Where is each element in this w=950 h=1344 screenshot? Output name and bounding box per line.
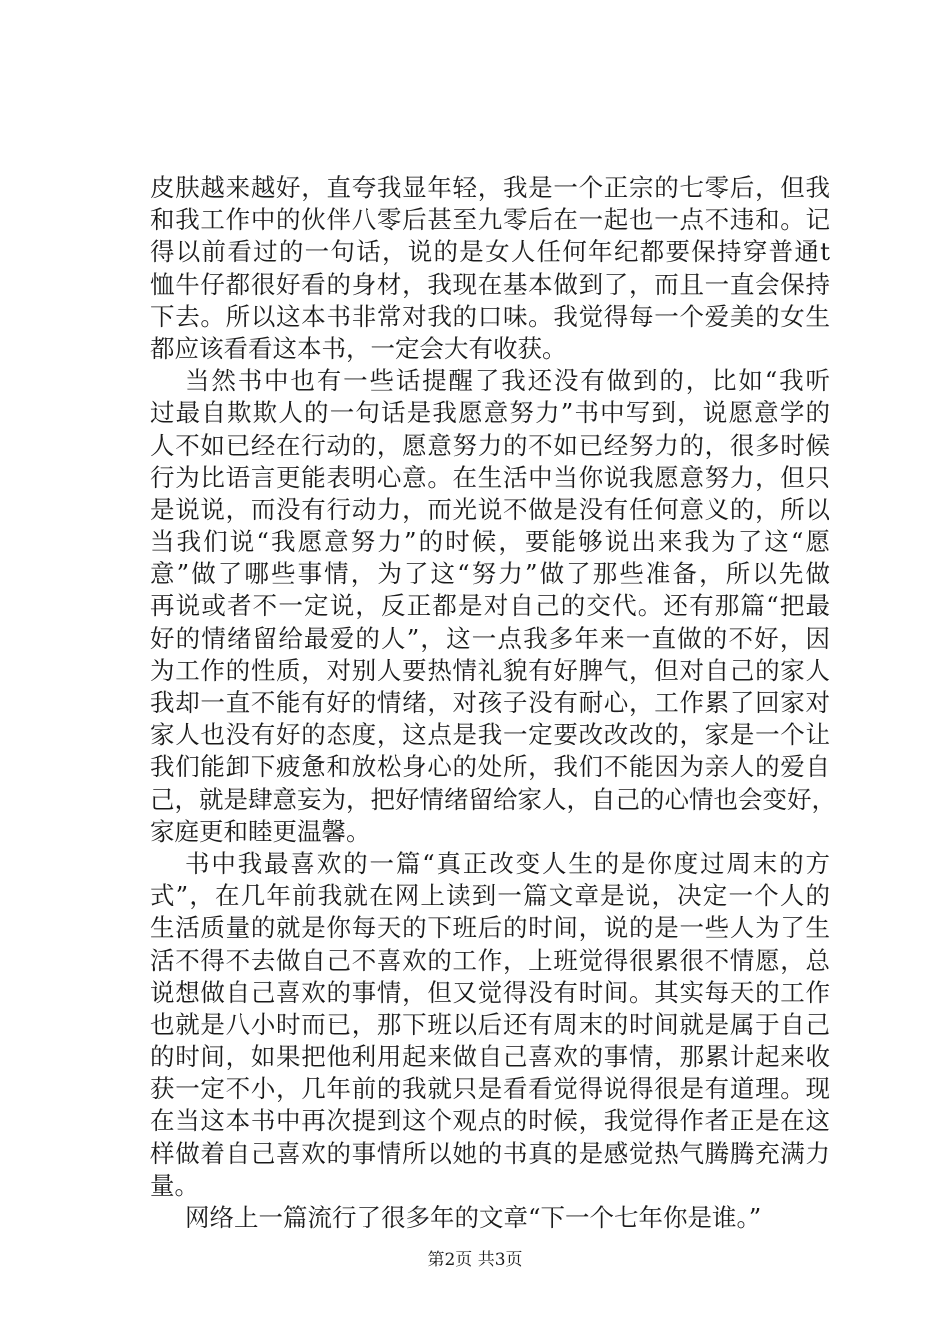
text-line: 量。 bbox=[150, 1170, 199, 1200]
text-line: 活不得不去做自己不喜欢的工作，上班觉得很累很不情愿，总 bbox=[150, 945, 830, 975]
text-line: 式”，在几年前我就在网上读到一篇文章是说，决定一个人的 bbox=[150, 881, 830, 911]
paragraph bbox=[150, 365, 836, 848]
text-line: 的时间，如果把他利用起来做自己喜欢的事情，那累计起来收 bbox=[150, 1042, 830, 1072]
document-body bbox=[150, 172, 836, 1234]
text-line: 家人也没有好的态度，这点是我一定要改改改的，家是一个让 bbox=[150, 720, 830, 750]
text-line: 是说说，而没有行动力，而光说不做是没有任何意义的，所以 bbox=[150, 494, 830, 524]
text-line: 样做着自己喜欢的事情所以她的书真的是感觉热气腾腾充满力 bbox=[150, 1138, 830, 1168]
text-line: 都应该看看这本书，一定会大有收获。 bbox=[150, 333, 567, 363]
text-line: 当然书中也有一些话提醒了我还没有做到的，比如“我听 bbox=[185, 366, 830, 396]
text-line: 为工作的性质，对别人要热情礼貌有好脾气，但对自己的家人 bbox=[150, 655, 830, 685]
text-line: 皮肤越来越好，直夸我显年轻，我是一个正宗的七零后，但我 bbox=[150, 173, 830, 202]
text-line: 说想做自己喜欢的事情，但又觉得没有时间。其实每天的工作 bbox=[150, 977, 830, 1007]
text-line: 在当这本书中再次提到这个观点的时候，我觉得作者正是在这 bbox=[150, 1106, 830, 1136]
text-line: 网络上一篇流行了很多年的文章“下一个七年你是谁。” bbox=[185, 1203, 762, 1232]
text-line: 和我工作中的伙伴八零后甚至九零后在一起也一点不违和。记 bbox=[150, 205, 830, 235]
text-line: 下去。所以这本书非常对我的口味。我觉得每一个爱美的女生 bbox=[150, 301, 830, 331]
text-line: 己，就是肆意妄为，把好情绪留给家人，自己的心情也会变好， bbox=[150, 784, 836, 814]
text-line: 生活质量的就是你每天的下班后的时间，说的是一些人为了生 bbox=[150, 913, 830, 943]
text-line: 人不如已经在行动的，愿意努力的不如已经努力的，很多时候 bbox=[150, 430, 830, 460]
paragraph bbox=[150, 1202, 830, 1234]
text-line: 行为比语言更能表明心意。在生活中当你说我愿意努力，但只 bbox=[150, 462, 830, 492]
text-line: 过最自欺欺人的一句话是我愿意努力”书中写到，说愿意学的 bbox=[150, 398, 830, 428]
text-line: 当我们说“我愿意努力”的时候，要能够说出来我为了这“愿 bbox=[150, 527, 830, 557]
text-line: 我却一直不能有好的情绪，对孩子没有耐心，工作累了回家对 bbox=[150, 688, 830, 717]
text-line: 我们能卸下疲惫和放松身心的处所，我们不能因为亲人的爱自 bbox=[150, 752, 830, 782]
paragraph bbox=[150, 848, 830, 1202]
text-line: 意”做了哪些事情，为了这“努力”做了那些准备，所以先做 bbox=[150, 559, 830, 589]
text-line: 再说或者不一定说，反正都是对自己的交代。还有那篇“把最 bbox=[150, 591, 830, 621]
text-line: 书中我最喜欢的一篇“真正改变人生的是你度过周末的方 bbox=[185, 848, 830, 878]
text-line: 也就是八小时而已，那下班以后还有周末的时间就是属于自己 bbox=[150, 1009, 830, 1039]
text-line: 恤牛仔都很好看的身材，我现在基本做到了，而且一直会保持 bbox=[150, 269, 830, 299]
paragraph bbox=[150, 172, 830, 365]
text-line: 获一定不小，几年前的我就只是看看觉得说得很是有道理。现 bbox=[150, 1074, 830, 1104]
text-line: 得以前看过的一句话，说的是女人任何年纪都要保持穿普通t bbox=[150, 237, 830, 267]
text-line: 好的情绪留给最爱的人”，这一点我多年来一直做的不好，因 bbox=[150, 623, 830, 653]
page-footer: 第2页 共3页 bbox=[427, 1250, 523, 1270]
text-line: 家庭更和睦更温馨。 bbox=[150, 816, 371, 846]
